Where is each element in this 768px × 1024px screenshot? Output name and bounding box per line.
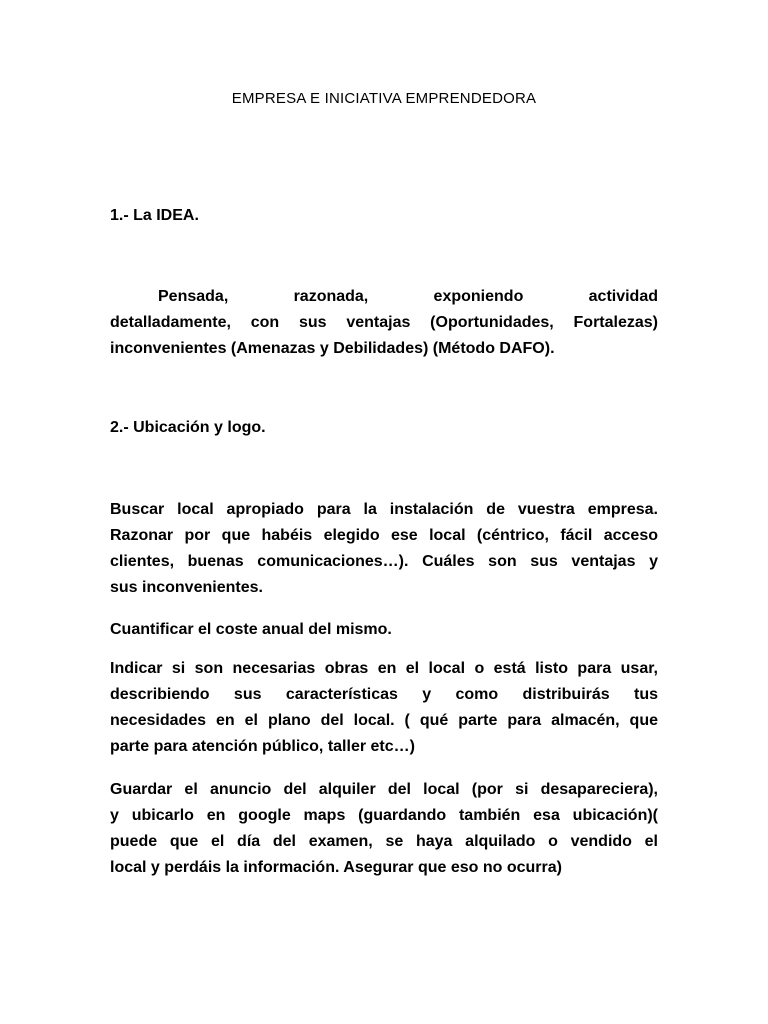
paragraph-line: y ubicarlo en google maps (guardando también esa ubicación)( <box>110 807 658 824</box>
paragraph-line: Pensada, razonada, exponiendo actividad <box>158 288 658 305</box>
section-heading-idea: 1.- La IDEA. <box>110 207 199 224</box>
paragraph-line: Indicar si son necesarias obras en el local o está listo para usar, <box>110 660 658 677</box>
section-heading-location: 2.- Ubicación y logo. <box>110 419 266 436</box>
paragraph-line: local y perdáis la información. Asegurar que eso no ocurra) <box>110 859 562 876</box>
paragraph-line: Guardar el anuncio del alquiler del local (por si desapareciera), <box>110 781 658 798</box>
paragraph-line: Razonar por que habéis elegido ese local (céntrico, fácil acceso <box>110 527 658 544</box>
paragraph-save-listing <box>110 777 658 881</box>
paragraph-line: parte para atención público, taller etc…) <box>110 738 415 755</box>
paragraph-works-needed <box>110 656 658 760</box>
paragraph-line: detalladamente, con sus ventajas (Oportunidades, Fortalezas) <box>110 314 658 331</box>
paragraph-line: puede que el día del examen, se haya alquilado o vendido el <box>110 833 658 850</box>
paragraph-line: inconvenientes (Amenazas y Debilidades) (Método DAFO). <box>110 340 555 357</box>
paragraph-annual-cost <box>110 617 658 643</box>
paragraph-line: Cuantificar el coste anual del mismo. <box>110 621 392 638</box>
paragraph-idea-description <box>110 284 658 362</box>
paragraph-local-search <box>110 497 658 601</box>
paragraph-line: Buscar local apropiado para la instalación de vuestra empresa. <box>110 501 658 518</box>
paragraph-line: sus inconvenientes. <box>110 579 263 596</box>
paragraph-line: describiendo sus características y como distribuirás tus <box>110 686 658 703</box>
paragraph-line: necesidades en el plano del local. ( qué parte para almacén, que <box>110 712 658 729</box>
document-title: EMPRESA E INICIATIVA EMPRENDEDORA <box>231 90 537 107</box>
paragraph-line: clientes, buenas comunicaciones…). Cuáles son sus ventajas y <box>110 553 658 570</box>
